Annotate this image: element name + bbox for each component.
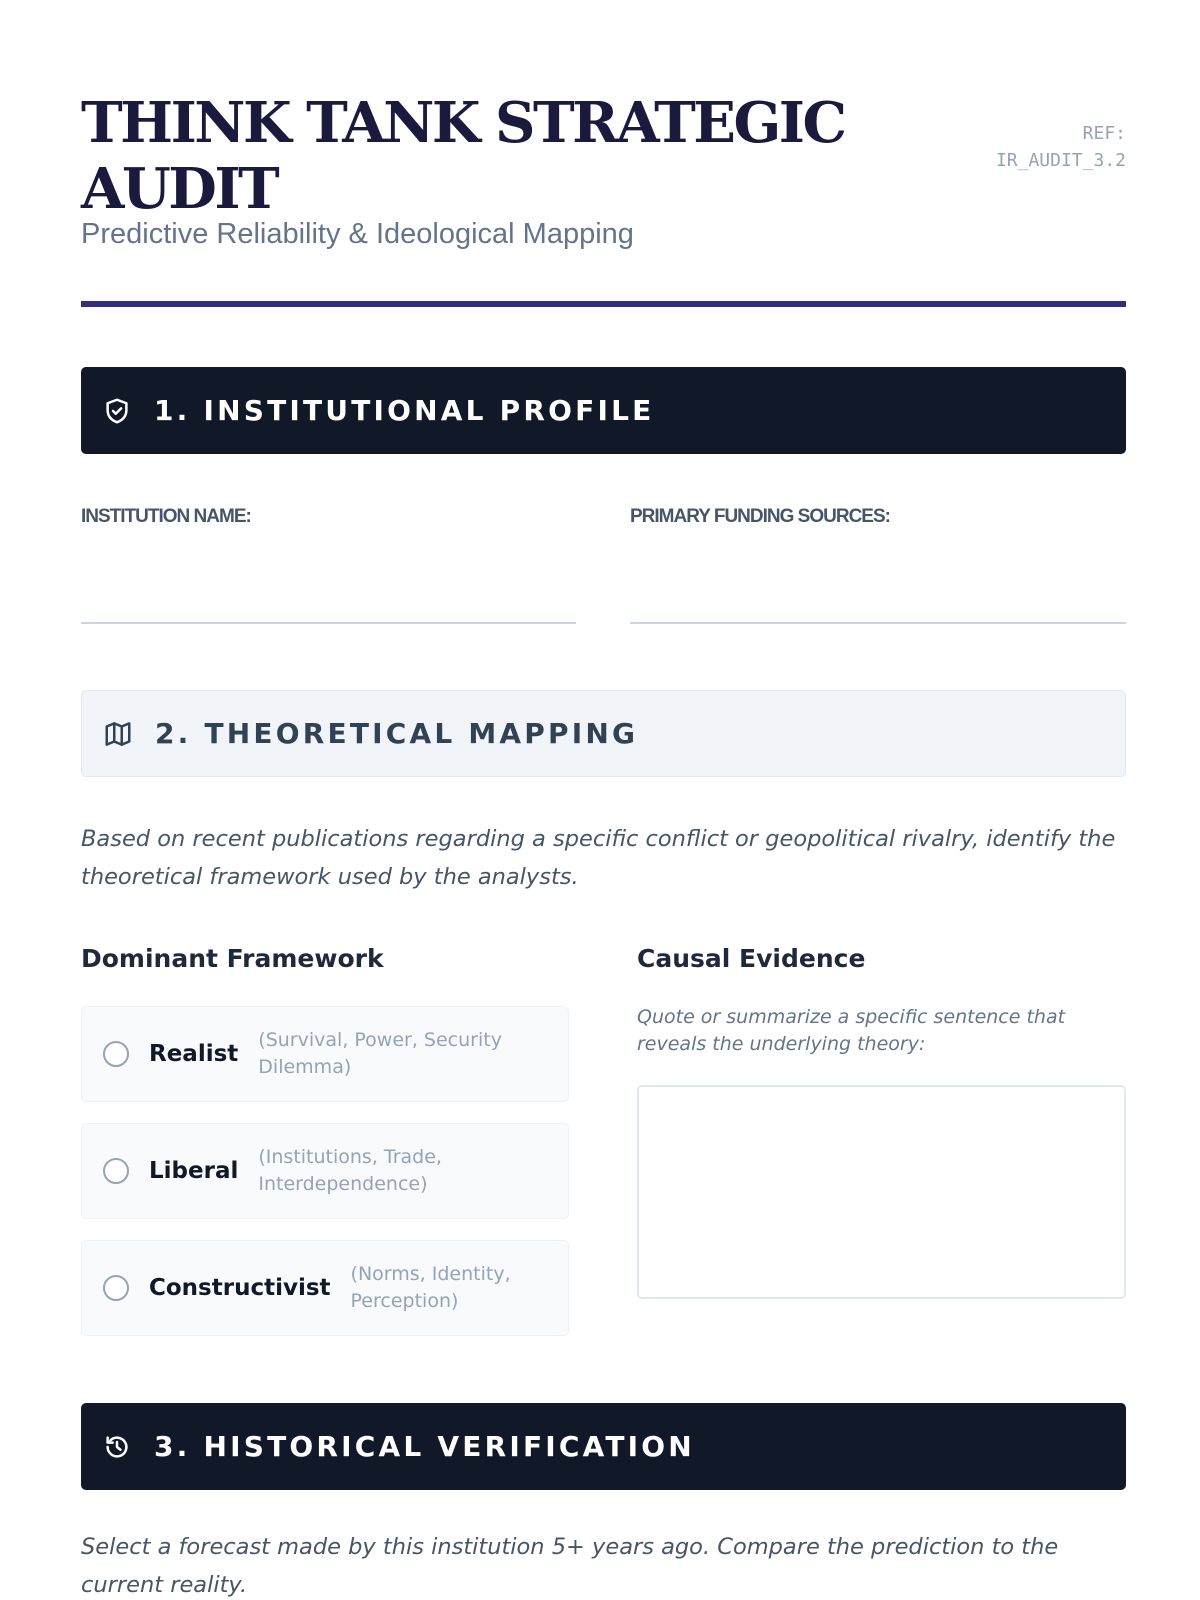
dominant-framework-heading: Dominant Framework xyxy=(81,944,384,973)
section-institutional-profile-header xyxy=(81,367,1126,454)
historical-verification-instructions: Select a forecast made by this institution 5+ years ago. Compare the prediction to the current reality. xyxy=(81,1534,1059,1598)
framework-option-realist[interactable] xyxy=(81,1006,569,1102)
section-theoretical-mapping-header xyxy=(81,690,1126,777)
page-title-line-1: THINK TANK STRATEGIC xyxy=(81,90,845,156)
funding-sources-label: PRIMARY FUNDING SOURCES: xyxy=(630,506,890,527)
institution-name-input[interactable] xyxy=(81,540,576,624)
header-divider xyxy=(81,301,1126,307)
radio-button[interactable] xyxy=(103,1041,129,1067)
funding-sources-input[interactable] xyxy=(630,540,1126,624)
option-label: Liberal xyxy=(149,1158,239,1184)
reference-code xyxy=(996,120,1126,174)
audit-form-page xyxy=(81,0,1126,1600)
institution-name-label: INSTITUTION NAME: xyxy=(81,506,251,527)
option-label: Constructivist xyxy=(149,1275,331,1301)
reference-label: REF: xyxy=(1082,123,1126,144)
framework-option-liberal[interactable] xyxy=(81,1123,569,1219)
option-description: (Survival, Power, Security Dilemma) xyxy=(258,1029,502,1078)
causal-evidence-heading: Causal Evidence xyxy=(637,944,866,973)
causal-evidence-hint: Quote or summarize a specific sentence that reveals the underlying theory: xyxy=(637,1006,1066,1055)
page-title-line-2: AUDIT xyxy=(81,156,278,222)
section-title: 3. HISTORICAL VERIFICATION xyxy=(154,1430,695,1463)
page-subtitle: Predictive Reliability & Ideological Mapping xyxy=(81,218,634,250)
section-title: 2. THEORETICAL MAPPING xyxy=(155,717,639,750)
radio-button[interactable] xyxy=(103,1158,129,1184)
map-icon xyxy=(103,719,133,749)
document-header xyxy=(81,82,1126,307)
theoretical-mapping-instructions: Based on recent publications regarding a specific conflict or geopolitical rivalry, identify the theoretical framework used by the analysts. xyxy=(81,826,1116,890)
shield-check-icon xyxy=(102,396,132,426)
history-icon xyxy=(102,1432,132,1462)
section-title: 1. INSTITUTIONAL PROFILE xyxy=(154,394,655,427)
section-historical-verification-header xyxy=(81,1403,1126,1490)
reference-value: IR_AUDIT_3.2 xyxy=(995,150,1126,171)
option-label: Realist xyxy=(149,1041,239,1067)
radio-button[interactable] xyxy=(103,1275,129,1301)
option-description: (Institutions, Trade, Interdependence) xyxy=(258,1146,442,1195)
causal-evidence-textarea[interactable] xyxy=(637,1085,1126,1299)
framework-option-constructivist[interactable] xyxy=(81,1240,569,1336)
page-title xyxy=(81,90,845,222)
option-description: (Norms, Identity, Perception) xyxy=(350,1263,511,1312)
